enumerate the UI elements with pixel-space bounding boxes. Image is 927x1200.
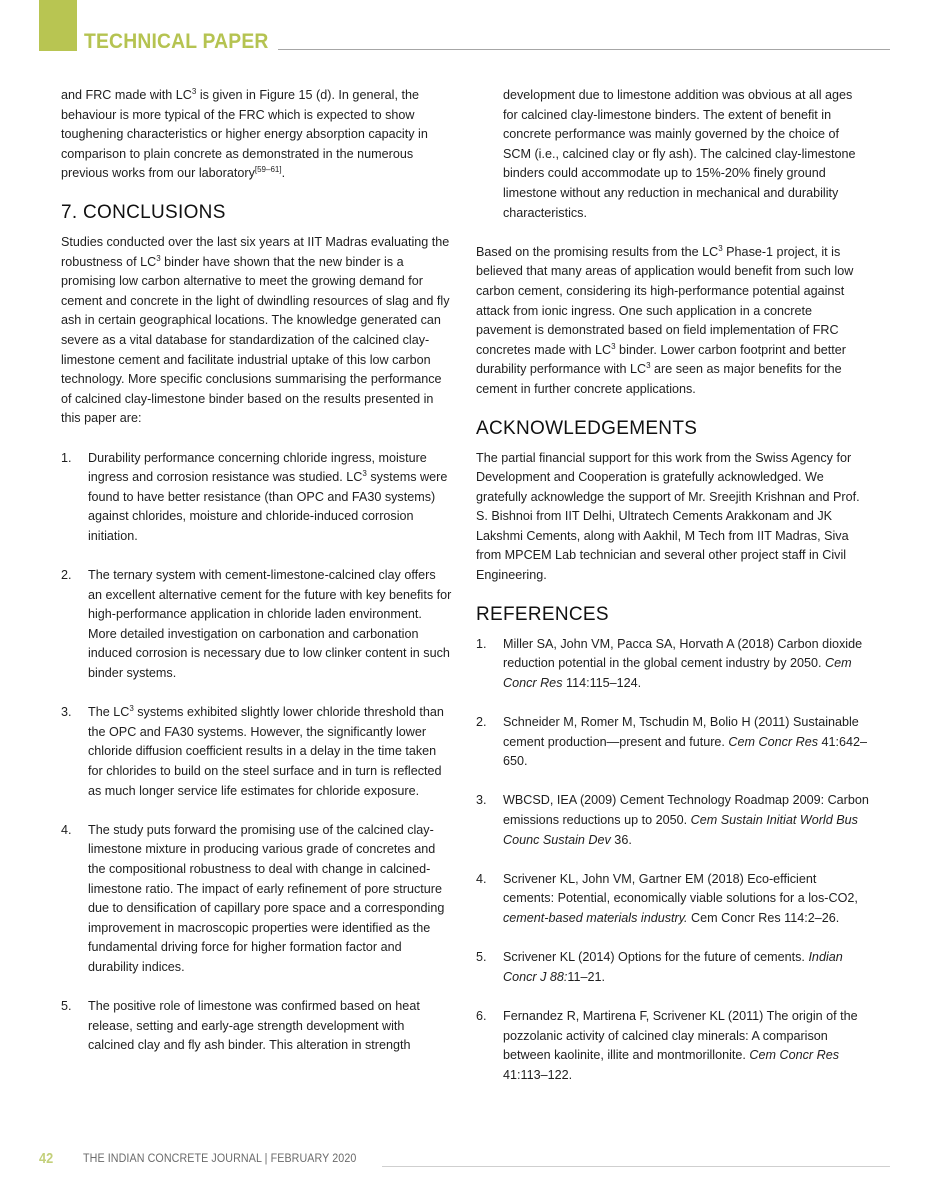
reference-item: 6. Fernandez R, Martirena F, Scrivener KL (2011) The origin of the pozzolanic activity of calcined clay minerals: A comparison between kaolinite, illite and montmorillonite. Cem Concr Res 41:113–122. [476,1008,858,1082]
header-accent-bar [39,0,77,51]
outlook-paragraph: Based on the promising results from the $LC^3$ Phase-1 project, it is believed that many areas of application would benefit from such low carbon cement, considering its high-performance potential against attack from ionic ingress. One such application in a concrete pavement is demonstrated based on field implementation of FRC concretes made with $LC^3$ binder. Lower carbon footprint and better durability performance with $LC^3$ are seen as major benefits for the cement in further concrete applications. [476,243,854,396]
left-column [61,86,453,1056]
header-divider [278,49,890,50]
right-column [476,86,869,1085]
acknowledgements-text: The partial financial support for this work from the Swiss Agency for Development and Cooperation is gratefully acknowledged. We gratefully acknowledge the support of Mr. Sreejith Krishnan and Prof. S. Bishnoi from IIT Delhi, Ultratech Cements Arakkonam and JK Lakshmi Cements, along with Aakhil, M Tech from IIT Madras, Siva from MPCEM Lab technician and several other project staff in Civil Engineering. [476,450,860,583]
reference-item: 1. Miller SA, John VM, Pacca SA, Horvath A (2018) Carbon dioxide reduction potential in the global cement industry by 2050. Cem Concr Res 114:115–124. [476,636,863,690]
page-number: 42 [39,1150,54,1167]
intro-paragraph: and FRC made with $LC^3$ is given in Figure 15 (d). In general, the behaviour is more typical of the FRC which is expected to show toughening characteristics or higher energy absorption capacity in comparison to plain concrete as demonstrated in the numerous previous works from our laboratory[59–61]. [61,87,428,181]
list-item: 3. The $LC^3$ systems exhibited slightly lower chloride threshold than the OPC and FA30 systems. However, the significantly lower chloride diffusion coefficient results in a delay in the time taken for chlorides to build on the steel surface and in turn is reflected as much longer service life estimates for chloride exposure. [61,704,444,798]
footer-divider [382,1166,890,1167]
acknowledgements-heading: ACKNOWLEDGEMENTS [476,417,698,439]
reference-item: 5. Scrivener KL (2014) Options for the future of cements. Indian Concr J 88:11–21. [476,950,843,984]
section-label: TECHNICAL PAPER [84,30,269,53]
conclusions-heading: 7. CONCLUSIONS [61,201,226,223]
journal-footer: THE INDIAN CONCRETE JOURNAL | FEBRUARY 2020 [83,1153,357,1165]
conclusions-list [61,449,453,1056]
list-item-5-continuation: development due to limestone addition was obvious at all ages for calcined clay-limestone binders. The extent of benefit in concrete performance was mainly governed by the choice of SCM (i.e., calcined clay or fly ash). The calcined clay-limestone binders could accommodate up to 15%-20% finely ground limestone without any reduction in mechanical and durability characteristics. [503,88,856,220]
list-item: 5. The positive role of limestone was confirmed based on heat release, setting and early-age strength development with calcined clay and fly ash binder. This alteration in strength [61,999,420,1053]
reference-item: 3. WBCSD, IEA (2009) Cement Technology Roadmap 2009: Carbon emissions reductions up to 2050. Cem Sustain Initiat World Bus Counc Sustain Dev 36. [476,793,869,847]
reference-item: 4. Scrivener KL, John VM, Gartner EM (2018) Eco-efficient cements: Potential, economically viable solutions for a los-CO2, cement-based materials industry. Cem Concr Res 114:2–26. [476,871,858,925]
list-item: 1. Durability performance concerning chloride ingress, moisture ingress and corrosion resistance was studied. $LC^3$ systems were found to have better resistance (than OPC and FA30 systems) against chlorides, moisture and chloride-induced corrosion initiation. [61,450,448,543]
list-item: 2. The ternary system with cement-limestone-calcined clay offers an excellent alternative cement for the future with key benefits for high-performance application in chloride laden environment. More detailed investigation on carbonation and carbonation induced corrosion is necessary due to low clinker content in such binder systems. [61,568,452,681]
references-list [476,635,869,1086]
conclusions-paragraph: Studies conducted over the last six years at IIT Madras evaluating the robustness of $LC^3$ binder have shown that the new binder is a promising low carbon alternative to meet the growing demand for cement and concrete in the light of dwindling resources of slag and fly ash in certain geographical locations. The knowledge generated can severe as a vital database for standardization of the calcined clay-limestone cement and facilitate industrial uptake of this low carbon technology. More specific conclusions summarising the performance of calcined clay-limestone binder based on the results presented in this paper are: [61,234,450,426]
list-item: 4. The study puts forward the promising use of the calcined clay-limestone mixture in producing various grade of concretes and the compositional robustness to deal with change in calcined-limestone ratio. The impact of early refinement of pore structure due to densification of capillary pore space and a corresponding improvement in macroscopic properties were identified as the fundamental driving force for higher formation factor and durability indices. [61,822,445,974]
references-heading: REFERENCES [476,603,609,625]
reference-item: 2. Schneider M, Romer M, Tschudin M, Bolio H (2011) Sustainable cement production—present and future. Cem Concr Res 41:642–650. [476,715,868,769]
citation: [59–61] [254,165,282,175]
